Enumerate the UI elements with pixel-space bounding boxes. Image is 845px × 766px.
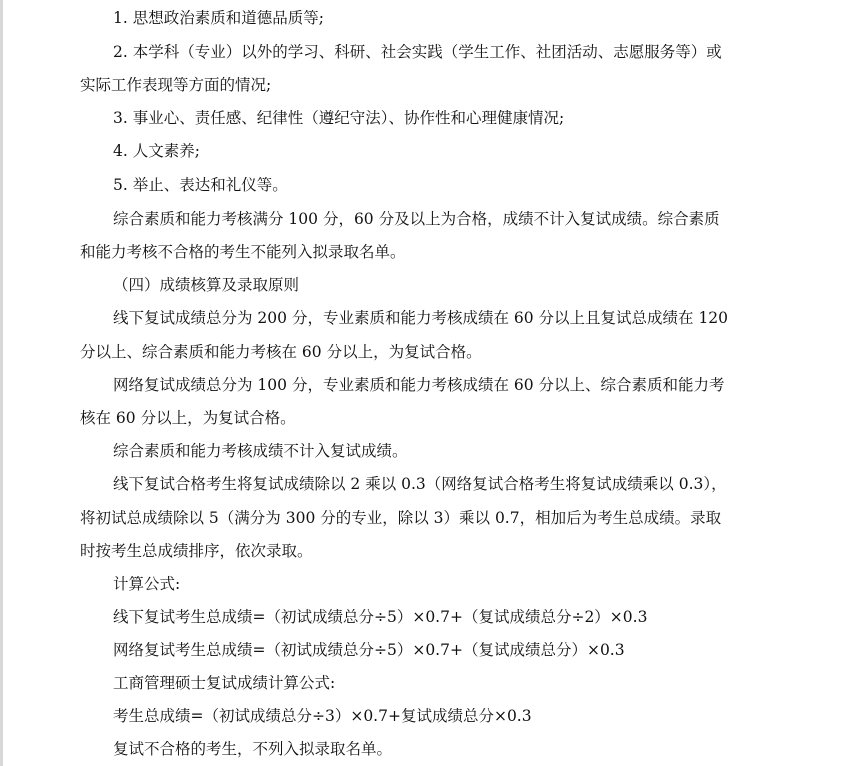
formula-online: 网络复试考生总成绩=（初试成绩总分÷5）×0.7+（复试成绩总分）×0.3: [113, 641, 625, 659]
item-1-politics: 1. 思想政治素质和道德品质等;: [113, 9, 324, 27]
section-heading-scoring: （四）成绩核算及录取原则: [113, 276, 300, 294]
item-2-activities-cont: 实际工作表现等方面的情况;: [80, 76, 272, 94]
item-2-activities: 2. 本学科（专业）以外的学习、科研、社会实践（学生工作、社团活动、志愿服务等）或: [113, 43, 722, 61]
formula-offline: 线下复试考生总成绩=（初试成绩总分÷5）×0.7+（复试成绩总分÷2）×0.3: [113, 608, 648, 626]
mba-formula-label: 工商管理硕士复试成绩计算公式:: [113, 674, 336, 692]
paragraph-online-total-cont: 核在 60 分以上，为复试合格。: [80, 409, 296, 427]
paragraph-fail-note: 复试不合格的考生，不列入拟录取名单。: [113, 740, 393, 758]
paragraph-offline-total: 线下复试成绩总分为 200 分，专业素质和能力考核成绩在 60 分以上且复试总成绩在 120: [113, 309, 729, 327]
formula-mba: 考生总成绩=（初试成绩总分÷3）×0.7+复试成绩总分×0.3: [113, 707, 532, 725]
item-5-manners: 5. 举止、表达和礼仪等。: [113, 176, 288, 194]
paragraph-calculation-end: 时按考生总成绩排序，依次录取。: [80, 542, 313, 560]
formula-label: 计算公式:: [113, 575, 181, 593]
paragraph-calculation: 线下复试合格考生将复试成绩除以 2 乘以 0.3（网络复试合格考生将复试成绩乘以 0.3），: [113, 475, 727, 493]
paragraph-assessment: 综合素质和能力考核满分 100 分，60 分及以上为合格，成绩不计入复试成绩。综合素质: [113, 210, 720, 228]
item-4-humanities: 4. 人文素养;: [113, 142, 200, 160]
paragraph-not-counted: 综合素质和能力考核成绩不计入复试成绩。: [113, 442, 408, 460]
paragraph-offline-total-cont: 分以上、综合素质和能力考核在 60 分以上，为复试合格。: [80, 343, 482, 361]
item-3-responsibility: 3. 事业心、责任感、纪律性（遵纪守法）、协作性和心理健康情况;: [113, 109, 565, 127]
paragraph-calculation-cont: 将初试总成绩除以 5（满分为 300 分的专业，除以 3）乘以 0.7，相加后为考生总成绩。录取: [80, 509, 722, 527]
paragraph-assessment-cont: 和能力考核不合格的考生不能列入拟录取名单。: [80, 243, 406, 261]
paragraph-online-total: 网络复试成绩总分为 100 分，专业素质和能力考核成绩在 60 分以上、综合素质和能力考: [113, 376, 725, 394]
